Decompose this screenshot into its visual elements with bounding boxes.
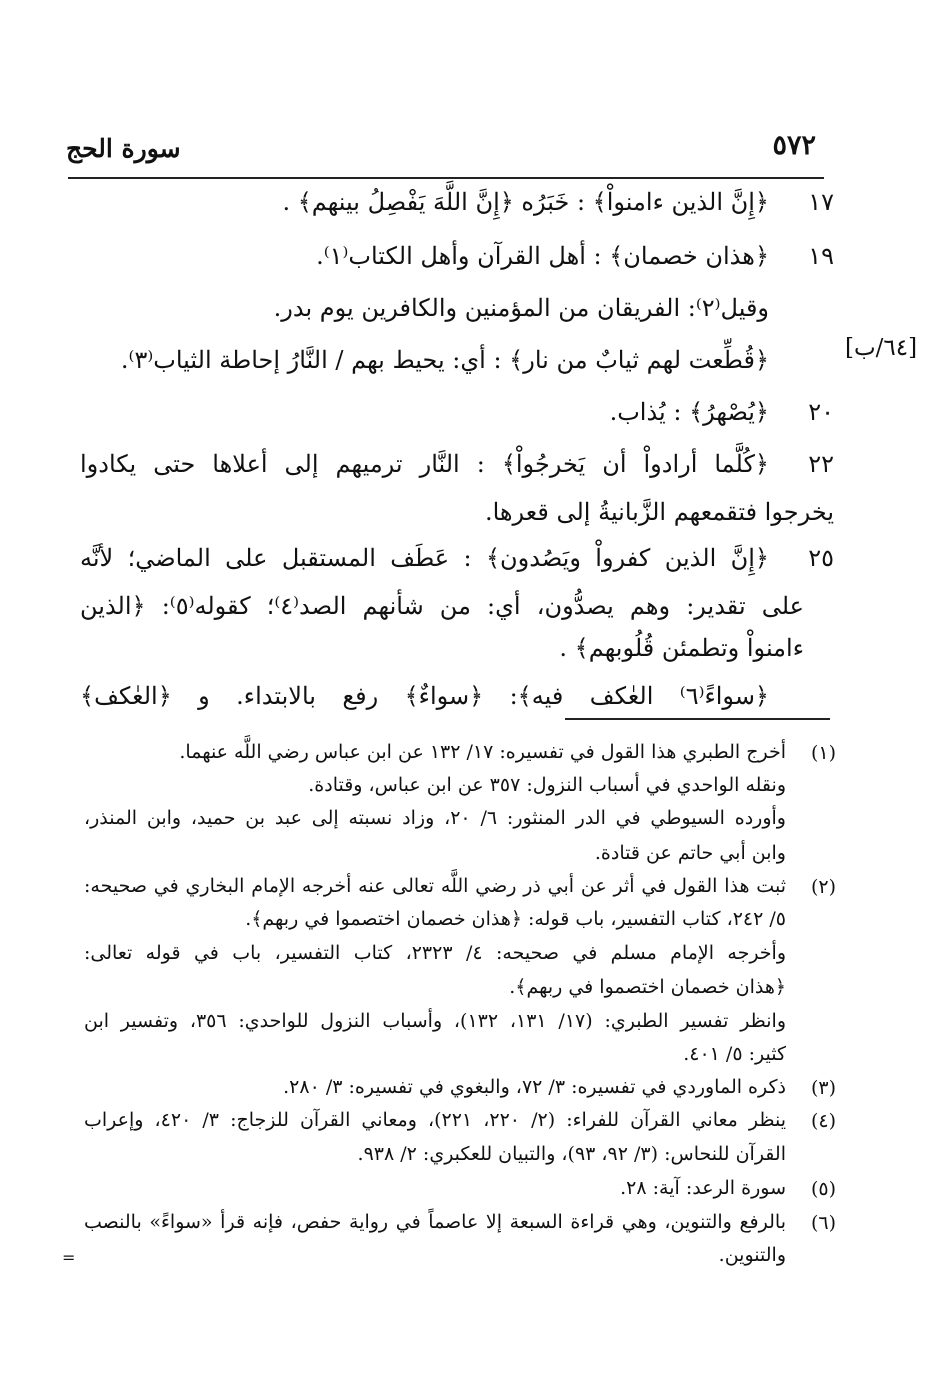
footnote-line: وأورده السيوطي في الدر المنثور: ٦/ ٢٠، وزاد نسبته إلى عبد بن حميد، وابن المنذر، [84, 807, 786, 829]
header-divider [68, 177, 824, 179]
commentary-line: ﴿إِنَّ الذين ءامنواْ﴾ : خَبَرُه ﴿إِنَّ اللَّهَ يَفْصِلُ بينهم﴾ . [282, 188, 769, 216]
verse-number: ٢٠ [808, 398, 834, 426]
footnote-line: والتنوين. [718, 1244, 786, 1266]
commentary-line: ﴿كُلَّما أرادواْ أن يَخرجُواْ﴾ : النَّار ترميهم إلى أعلاها حتى يكادوا [80, 450, 769, 478]
footnote-line: ينظر معاني القرآن للفراء: (٢/ ٢٢٠، ٢٢١)، ومعاني القرآن للزجاج: ٣/ ٤٢٠، وإعراب [84, 1109, 787, 1131]
commentary-line: ﴿إِنَّ الذين كفرواْ ويَصُدون﴾ : عَطَف المستقبل على الماضي؛ لأنَّه [80, 544, 769, 572]
verse-number: ٢٢ [808, 450, 834, 478]
footnote-line: ونقله الواحدي في أسباب النزول: ٣٥٧ عن ابن عباس، وقتادة. [308, 774, 786, 796]
commentary-line: يخرجوا فتقمعهم الزَّبانيةُ إلى قعرها. [484, 498, 834, 526]
footnote-number: (٤) [810, 1110, 836, 1132]
commentary-line: ﴿قُطِّعت لهم ثيابٌ من نار﴾ : أي: يحيط بهم / النَّارُ إحاطة الثياب⁽٣⁾. [120, 346, 769, 374]
commentary-line: ﴿هذان خصمان﴾ : أهل القرآن وأهل الكتاب⁽١⁾. [316, 242, 769, 270]
footnote-line: ثبت هذا القول في أثر عن أبي ذر رضي اللَّه تعالى عنه أخرجه الإمام البخاري في صحيحه: [84, 875, 786, 897]
footnote-line: سورة الرعد: آية: ٢٨. [620, 1177, 786, 1199]
footnote-line: وأخرجه الإمام مسلم في صحيحه: ٤/ ٢٣٢٣، كتاب التفسير، باب في قوله تعالى: [84, 942, 786, 964]
verse-number: ٢٥ [808, 544, 834, 572]
footnote-line: القرآن للنحاس: (٣/ ٩٢، ٩٣)، والتبيان للعكبري: ٢/ ٩٣٨. [357, 1143, 786, 1165]
commentary-line: ﴿يُصْهرُ﴾ : يُذاب. [609, 398, 769, 426]
manuscript-folio-ref: [٦٤/ب] [845, 335, 918, 361]
page-number: ٥٧٢ [772, 130, 816, 161]
footnote-divider [565, 718, 830, 720]
footnote-number: (٢) [810, 876, 836, 898]
footnote-line: أخرج الطبري هذا القول في تفسيره: ١٧/ ١٣٢ عن ابن عباس رضي اللَّه عنهما. [179, 741, 786, 763]
commentary-line: ﴿سواءً⁽٦⁾ العٰكف فيه﴾: ﴿سواءٌ﴾ رفع بالابتداء. و ﴿العٰكف﴾ [80, 682, 769, 710]
footnote-number: (٥) [810, 1178, 836, 1200]
verse-number: ١٧ [808, 188, 834, 216]
footnote-line: وانظر تفسير الطبري: (١٧/ ١٣١، ١٣٢)، وأسباب النزول للواحدي: ٣٥٦، وتفسير ابن [84, 1010, 787, 1032]
footnote-number: (١) [810, 742, 836, 764]
footnote-line: ﴿هذان خصمان اختصموا في ربهم﴾. [509, 976, 786, 998]
footnote-line: بالرفع والتنوين، وهي قراءة السبعة إلا عاصماً في رواية حفص، فإنه قرأ «سواءً» بالنصب [84, 1211, 786, 1233]
commentary-line: وقيل⁽٢⁾: الفريقان من المؤمنين والكافرين يوم بدر. [273, 294, 769, 322]
verse-number: ١٩ [808, 242, 834, 270]
footnote-line: ذكره الماوردي في تفسيره: ٣/ ٧٢، والبغوي في تفسيره: ٣/ ٢٨٠. [283, 1076, 786, 1098]
footnote-number: (٦) [810, 1212, 836, 1234]
commentary-line: على تقدير: وهم يصدُّون، أي: من شأنهم الصد⁽٤⁾؛ كقوله⁽٥⁾: ﴿الذين [80, 592, 804, 620]
footnote-number: (٣) [810, 1077, 836, 1099]
surah-title: سورة الحج [66, 134, 181, 163]
commentary-line: ءامنواْ وتطمئن قُلُوبهم﴾ . [559, 634, 804, 662]
footnote-line: ٥/ ٢٤٢، كتاب التفسير، باب قوله: ﴿هذان خصمان اختصموا في ربهم﴾. [245, 908, 786, 930]
footnote-line: وابن أبي حاتم عن قتادة. [594, 842, 786, 864]
continuation-mark: = [62, 1248, 76, 1267]
footnote-line: كثير: ٥/ ٤٠١. [683, 1043, 786, 1065]
